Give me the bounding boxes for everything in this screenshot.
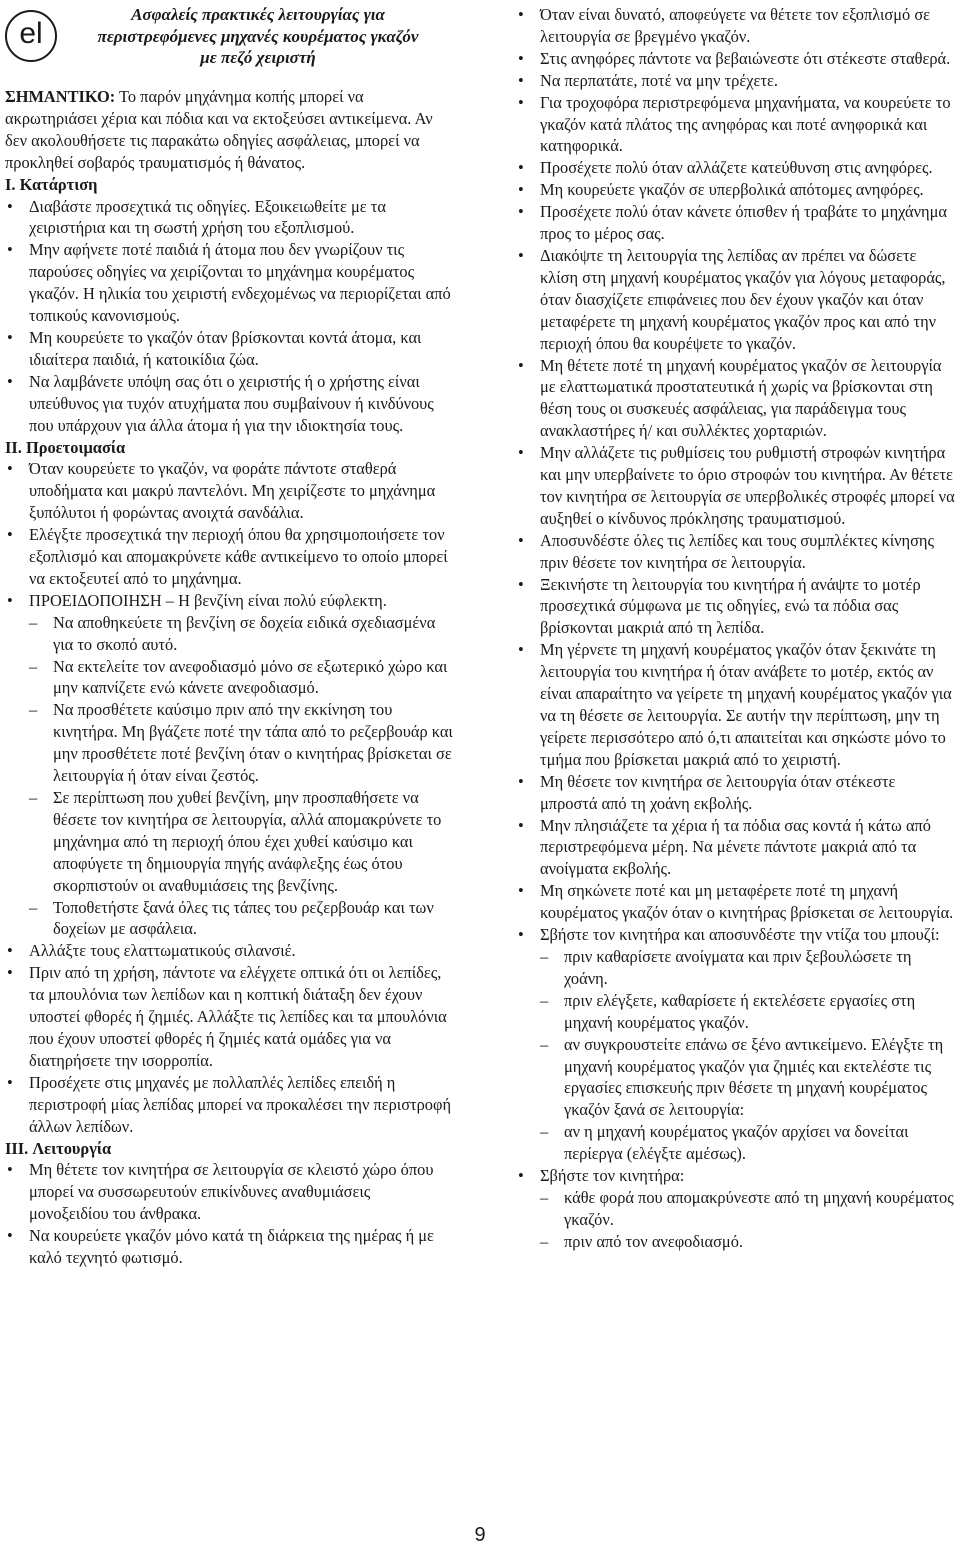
list-item: • Μη θέτετε ποτέ τη μηχανή κουρέματος γκαζόν σε λειτουργία με ελαττωματικά προστατευτικά ή χωρίς να βρίσκονται στη θέση τους οι συσκευές ασφάλειας, για παράδειγμα τους ανακλαστήρες ή/ και συλλέκτες χορταριών. — [516, 355, 956, 443]
warning-sublist — [29, 612, 453, 941]
important-text: Το παρόν μηχάνημα κοπής μπορεί να ακρωτηριάσει χέρια και πόδια και να εκτοξεύσει αντικείμενα. Αν δεν ακολουθήσετε τις παρακάτω οδηγίες ασφάλειας, μπορεί να προκληθεί σοβαρός τραυματισμός ή θάνατος. — [5, 87, 433, 172]
section-heading-operation: III. Λειτουργία — [5, 1138, 112, 1158]
sub-list-item: – πριν ελέγξετε, καθαρίσετε ή εκτελέσετε εργασίες στη μηχανή κουρέματος γκαζόν. — [540, 990, 956, 1034]
language-badge: el — [5, 10, 57, 62]
sub-list-item: – αν η μηχανή κουρέματος γκαζόν αρχίσει να δονείται περίεργα (ελέγξτε αμέσως). — [540, 1121, 956, 1165]
preparation-list — [5, 458, 453, 1137]
sub-list-item: – Τοποθετήστε ξανά όλες τις τάπες του ρεζερβουάρ και των δοχείων με ασφάλεια. — [29, 897, 453, 941]
section-heading-preparation: II. Προετοιμασία — [5, 437, 126, 457]
stop-engine-sublist — [540, 946, 956, 1165]
sub-list-item: – Να αποθηκεύετε τη βενζίνη σε δοχεία ειδικά σχεδιασμένα για το σκοπό αυτό. — [29, 612, 453, 656]
list-item: • Ξεκινήστε τη λειτουργία του κινητήρα ή ανάψτε το μοτέρ προσεχτικά σύμφωνα με τις οδηγίες, ενώ τα πόδια σας βρίσκονται μακριά από τη λεπίδα. — [516, 574, 956, 640]
list-item: • Μη θέσετε τον κινητήρα σε λειτουργία όταν στέκεστε μπροστά από τη χοάνη εκβολής. — [516, 771, 956, 815]
list-item: • Προσέχετε πολύ όταν κάνετε όπισθεν ή τραβάτε το μηχάνημα προς το μέρος σας. — [516, 201, 956, 245]
list-item: • Ελέγξτε προσεχτικά την περιοχή όπου θα χρησιμοποιήσετε τον εξοπλισμό και απομακρύνετε κάθε αντικείμενο το οποίο μπορεί να εκτοξευτεί από το μηχάνημα. — [5, 524, 453, 590]
sub-list-item: – Να προσθέτετε καύσιμο πριν από την εκκίνηση του κινητήρα. Μη βγάζετε ποτέ την τάπα από το ρεζερβουάρ και μην προσθέτετε ποτέ βενζίνη όταν ο κινητήρας βρίσκεται σε λειτουργία ή όταν είναι ζεστός. — [29, 699, 453, 787]
list-item: • Προσέχετε πολύ όταν αλλάζετε κατεύθυνση στις ανηφόρες. — [516, 157, 956, 179]
list-item: • Μη θέτετε τον κινητήρα σε λειτουργία σε κλειστό χώρο όπου μπορεί να συσσωρευτούν επικίνδυνες αναθυμιάσεις μονοξειδίου του άνθρακα. — [5, 1159, 453, 1225]
engine-off-sublist — [540, 1187, 956, 1253]
section-heading-training: I. Κατάρτιση — [5, 174, 98, 194]
sub-list-item: – Σε περίπτωση που χυθεί βενζίνη, μην προσπαθήσετε να θέσετε τον κινητήρα σε λειτουργία, αλλά απομακρύνετε το μηχάνημα από τη περιοχή όπου έχει χυθεί καύσιμο και αποφύγετε τη δημιουργία πηγής ανάφλεξης έως ότου σκορπιστούν οι αναθυμιάσεις της βενζίνης. — [29, 787, 453, 897]
important-notice — [5, 86, 453, 174]
list-item: • Στις ανηφόρες πάντοτε να βεβαιώνεστε ότι στέκεστε σταθερά. — [516, 48, 956, 70]
engine-off-text: • Σβήστε τον κινητήρα: — [540, 1166, 685, 1186]
list-item: • Μη γέρνετε τη μηχανή κουρέματος γκαζόν όταν ξεκινάτε τη λειτουργία του κινητήρα ή όταν ανάβετε το μοτέρ, εκτός αν είναι απαραίτητο να γείρετε τη μηχανή κουρέματος γκαζόν για να τη θέσετε σε λειτουργία. Σε αυτήν την περίπτωση, μην τη γείρετε περισσότερο από ό,τι απαιτείται και σηκώστε μόνο το τμήμα που βρίσκεται μακριά από το χειριστή. — [516, 639, 956, 770]
list-item-stop-engine — [516, 924, 956, 1165]
document-title: Ασφαλείς πρακτικές λειτουργίας για περιστρεφόμενες μηχανές κουρέματος γκαζόν με πεζό χειριστή — [97, 5, 419, 67]
left-column — [5, 4, 453, 1269]
operation-list-left — [5, 1159, 453, 1269]
sub-list-item: – αν συγκρουστείτε επάνω σε ξένο αντικείμενο. Ελέγξτε τη μηχανή κουρέματος γκαζόν για ζημιές και εκτελέστε τις εργασίες επισκευής πριν θέσετε τη μηχανή κουρέματος γκαζόν ξανά σε λειτουργία: — [540, 1034, 956, 1122]
list-item: • Διαβάστε προσεχτικά τις οδηγίες. Εξοικειωθείτε με τα χειριστήρια και τη σωστή χρήση του εξοπλισμού. — [5, 196, 453, 240]
training-list — [5, 196, 453, 437]
list-item: • Διακόψτε τη λειτουργία της λεπίδας αν πρέπει να δώσετε κλίση στη μηχανή κουρέματος γκαζόν για λόγους μεταφοράς, όταν διασχίζετε επιφάνειες που δεν έχουν γκαζόν και όταν μεταφέρετε τη μηχανή κουρέματος γκαζόν προς και από την περιοχή όπου θα κουρέψετε το γκαζόν. — [516, 245, 956, 355]
list-item: • Να κουρεύετε γκαζόν μόνο κατά τη διάρκεια της ημέρας ή με καλό τεχνητό φωτισμό. — [5, 1225, 453, 1269]
stop-engine-text: • Σβήστε τον κινητήρα και αποσυνδέστε την ντίζα του μπουζί: — [540, 925, 940, 945]
list-item: • Προσέχετε στις μηχανές με πολλαπλές λεπίδες επειδή η περιστροφή μίας λεπίδας μπορεί να προκαλέσει την περιστροφή άλλων λεπίδων. — [5, 1072, 453, 1138]
sub-list-item: – πριν καθαρίσετε ανοίγματα και πριν ξεβουλώσετε τη χοάνη. — [540, 946, 956, 990]
list-item: • Μην αλλάζετε τις ρυθμίσεις του ρυθμιστή στροφών κινητήρα και μην υπερβαίνετε το όριο στροφών του κινητήρα. Αν θέτετε τον κινητήρα σε λειτουργία σε υπερβολικές στροφές μπορεί να αυξηθεί ο κίνδυνος πρόκλησης τραυματισμού. — [516, 442, 956, 530]
page-number: 9 — [474, 1524, 486, 1546]
list-item: • Μην αφήνετε ποτέ παιδιά ή άτομα που δεν γνωρίζουν τις παρούσες οδηγίες να χειρίζονται το μηχάνημα κουρέματος γκαζόν. Η ηλικία του χειριστή ενδεχομένως να περιορίζεται από τοπικούς κανονισμούς. — [5, 239, 453, 327]
list-item: • Αποσυνδέστε όλες τις λεπίδες και τους συμπλέκτες κίνησης πριν θέσετε τον κινητήρα σε λειτουργία. — [516, 530, 956, 574]
list-item: • Για τροχοφόρα περιστρεφόμενα μηχανήματα, να κουρεύετε το γκαζόν κατά πλάτος της ανηφόρας και ποτέ ανηφορικά και κατηφορικά. — [516, 92, 956, 158]
list-item: • Αλλάξτε τους ελαττωματικούς σιλανσιέ. — [5, 940, 453, 962]
list-item: • Όταν είναι δυνατό, αποφεύγετε να θέτετε τον εξοπλισμό σε λειτουργία σε βρεγμένο γκαζόν. — [516, 4, 956, 48]
list-item: • Πριν από τη χρήση, πάντοτε να ελέγχετε οπτικά ότι οι λεπίδες, τα μπουλόνια των λεπίδων και η κοπτική διάταξη δεν έχουν υποστεί φθορές ή ζημιές. Αλλάξτε τις λεπίδες και τα μπουλόνια που έχουν υποστεί φθορές ή ζημιές κατά ομάδες για να διατηρήσετε την ισορροπία. — [5, 962, 453, 1072]
list-item: • Μη κουρεύετε το γκαζόν όταν βρίσκονται κοντά άτομα, και ιδιαίτερα παιδιά, ή κατοικίδια ζώα. — [5, 327, 453, 371]
right-column — [516, 4, 956, 1253]
sub-list-item: – Να εκτελείτε τον ανεφοδιασμό μόνο σε εξωτερικό χώρο και μην καπνίζετε ενώ κάνετε ανεφοδιασμό. — [29, 656, 453, 700]
document-header — [5, 4, 453, 86]
list-item-engine-off — [516, 1165, 956, 1253]
important-label: ΣΗΜΑΝΤΙΚΟ: — [5, 87, 116, 106]
warning-text: • ΠΡΟΕΙΔΟΠΟΙΗΣΗ – Η βενζίνη είναι πολύ εύφλεκτη. — [29, 590, 387, 610]
list-item: • Όταν κουρεύετε το γκαζόν, να φοράτε πάντοτε σταθερά υποδήματα και μακρύ παντελόνι. Μη χειρίζεστε το μηχάνημα ξυπόλυτοι ή φορώντας ανοιχτά σανδάλια. — [5, 458, 453, 524]
operation-list-right — [516, 4, 956, 1253]
list-item: • Μην πλησιάζετε τα χέρια ή τα πόδια σας κοντά ή κάτω από περιστρεφόμενα μέρη. Να μένετε πάντοτε μακριά από τα ανοίγματα εκβολής. — [516, 815, 956, 881]
list-item: • Μη κουρεύετε γκαζόν σε υπερβολικά απότομες ανηφόρες. — [516, 179, 956, 201]
list-item-warning — [5, 590, 453, 941]
list-item: • Να λαμβάνετε υπόψη σας ότι ο χειριστής ή ο χρήστης είναι υπεύθυνος για τυχόν ατυχήματα που συμβαίνουν ή κινδύνους που υπάρχουν για άλλα άτομα ή για την ιδιοκτησία τους. — [5, 371, 453, 437]
list-item: • Να περπατάτε, ποτέ να μην τρέχετε. — [516, 70, 956, 92]
list-item: • Μη σηκώνετε ποτέ και μη μεταφέρετε ποτέ τη μηχανή κουρέματος γκαζόν όταν ο κινητήρας βρίσκεται σε λειτουργία. — [516, 880, 956, 924]
sub-list-item: – πριν από τον ανεφοδιασμό. — [540, 1231, 956, 1253]
sub-list-item: – κάθε φορά που απομακρύνεστε από τη μηχανή κουρέματος γκαζόν. — [540, 1187, 956, 1231]
